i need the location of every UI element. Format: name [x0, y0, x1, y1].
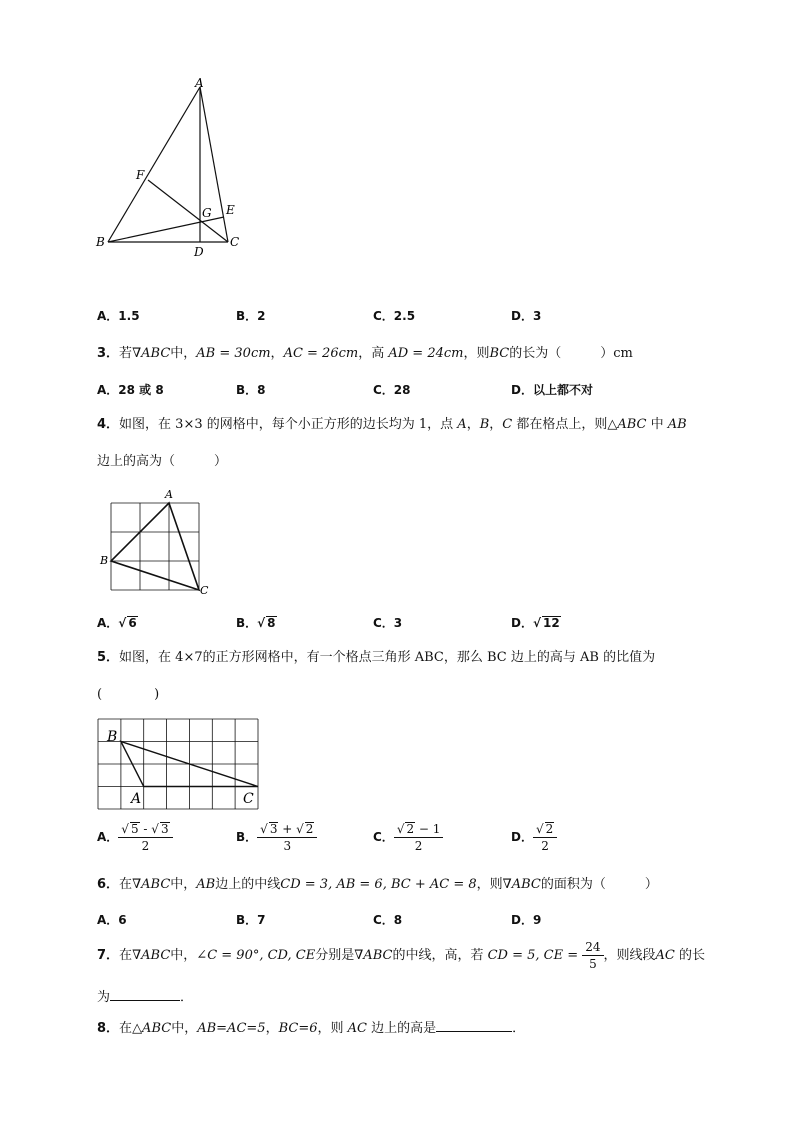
- label-a: A: [165, 488, 173, 501]
- q4-option-d[interactable]: D．√ 12: [511, 616, 560, 630]
- q6-option-a[interactable]: A．6: [97, 913, 127, 927]
- figure-4x7-grid: [96, 717, 260, 811]
- label-a: A: [195, 76, 204, 90]
- figure-3x3-grid: [95, 486, 215, 598]
- q5-stem: 5．如图，在 4×7的正方形网格中，有一个格点三角形 ABC，那么 BC 边上的高与 AB 的比值为: [97, 650, 656, 665]
- label-b: B: [100, 554, 109, 567]
- q6-option-c[interactable]: C．8: [373, 913, 403, 927]
- q4-stem: 4．如图，在 3×3 的网格中，每个小正方形的边长均为 1，点 A，B，C 都在格点上，则△ABC 中 AB: [97, 417, 687, 432]
- q5-option-a[interactable]: A． $\frac{√ 5 - √ 3}{2}$: [97, 822, 173, 853]
- q7-stem: 7．在∇ABC中，∠C = 90°, CD, CE分别是∇ABC的中线，高，若 CD = 5, CE = $\frac{24}{5}$ ，则线段AC 的长: [97, 940, 706, 971]
- segment-be: [108, 217, 224, 242]
- triangle-abc: [111, 503, 199, 590]
- label-e: E: [226, 203, 235, 217]
- q2-option-c[interactable]: C．2.5: [373, 309, 416, 323]
- q2-option-b[interactable]: B．2: [236, 309, 266, 323]
- q4-option-c[interactable]: C．3: [373, 616, 403, 630]
- label-b: B: [96, 235, 105, 249]
- q5-option-c[interactable]: C． $\frac{√ 2 - 1}{2}$: [373, 822, 443, 853]
- label-b: B: [107, 729, 118, 745]
- label-g: G: [202, 206, 212, 220]
- q5-option-d[interactable]: D． $\frac{√ 2}{2}$: [511, 822, 557, 853]
- q8-stem: 8．在△ABC中，AB=AC=5，BC=6，则 AC 边上的高是 ．: [97, 1021, 526, 1036]
- q3-option-c[interactable]: C．28: [373, 383, 411, 397]
- q6-option-d[interactable]: D．9: [511, 913, 542, 927]
- q2-option-a[interactable]: A．1.5: [97, 309, 140, 323]
- q5-stem-line2: ( ): [97, 687, 160, 702]
- segment-ab: [108, 87, 200, 242]
- q5-option-b[interactable]: B． $\frac{√ 3 + √ 2}{3}$: [236, 822, 317, 853]
- q6-stem: 6．在∇ABC中，AB边上的中线CD = 3, AB = 6, BC + AC = 8，则∇ABC的面积为（ ）: [97, 877, 658, 892]
- q2-option-d[interactable]: D．3: [511, 309, 542, 323]
- label-c: C: [230, 235, 240, 249]
- q7-answer-blank[interactable]: [110, 989, 180, 1001]
- q4-option-a[interactable]: A．√ 6: [97, 616, 137, 630]
- q3-option-d[interactable]: D．以上都不对: [511, 383, 593, 397]
- figure-triangle-altitudes: [90, 75, 260, 260]
- label-d: D: [194, 245, 204, 259]
- q4-stem-line2: 边上的高为（ ）: [97, 454, 228, 469]
- label-c: C: [200, 584, 209, 597]
- q3-stem: 3．若∇ABC中，AB = 30cm，AC = 26cm，高 AD = 24cm，则BC的长为（ ）cm: [97, 346, 633, 361]
- q3-option-b[interactable]: B．8: [236, 383, 266, 397]
- q8-answer-blank[interactable]: [436, 1020, 512, 1032]
- label-a: A: [131, 791, 142, 807]
- q4-option-b[interactable]: B．√ 8: [236, 616, 276, 630]
- segment-cf: [148, 180, 228, 242]
- label-f: F: [136, 168, 145, 182]
- q6-option-b[interactable]: B．7: [236, 913, 266, 927]
- q7-stem-line2: 为 ．: [97, 990, 194, 1005]
- q3-option-a[interactable]: A．28 或 8: [97, 383, 164, 397]
- label-c: C: [243, 791, 254, 807]
